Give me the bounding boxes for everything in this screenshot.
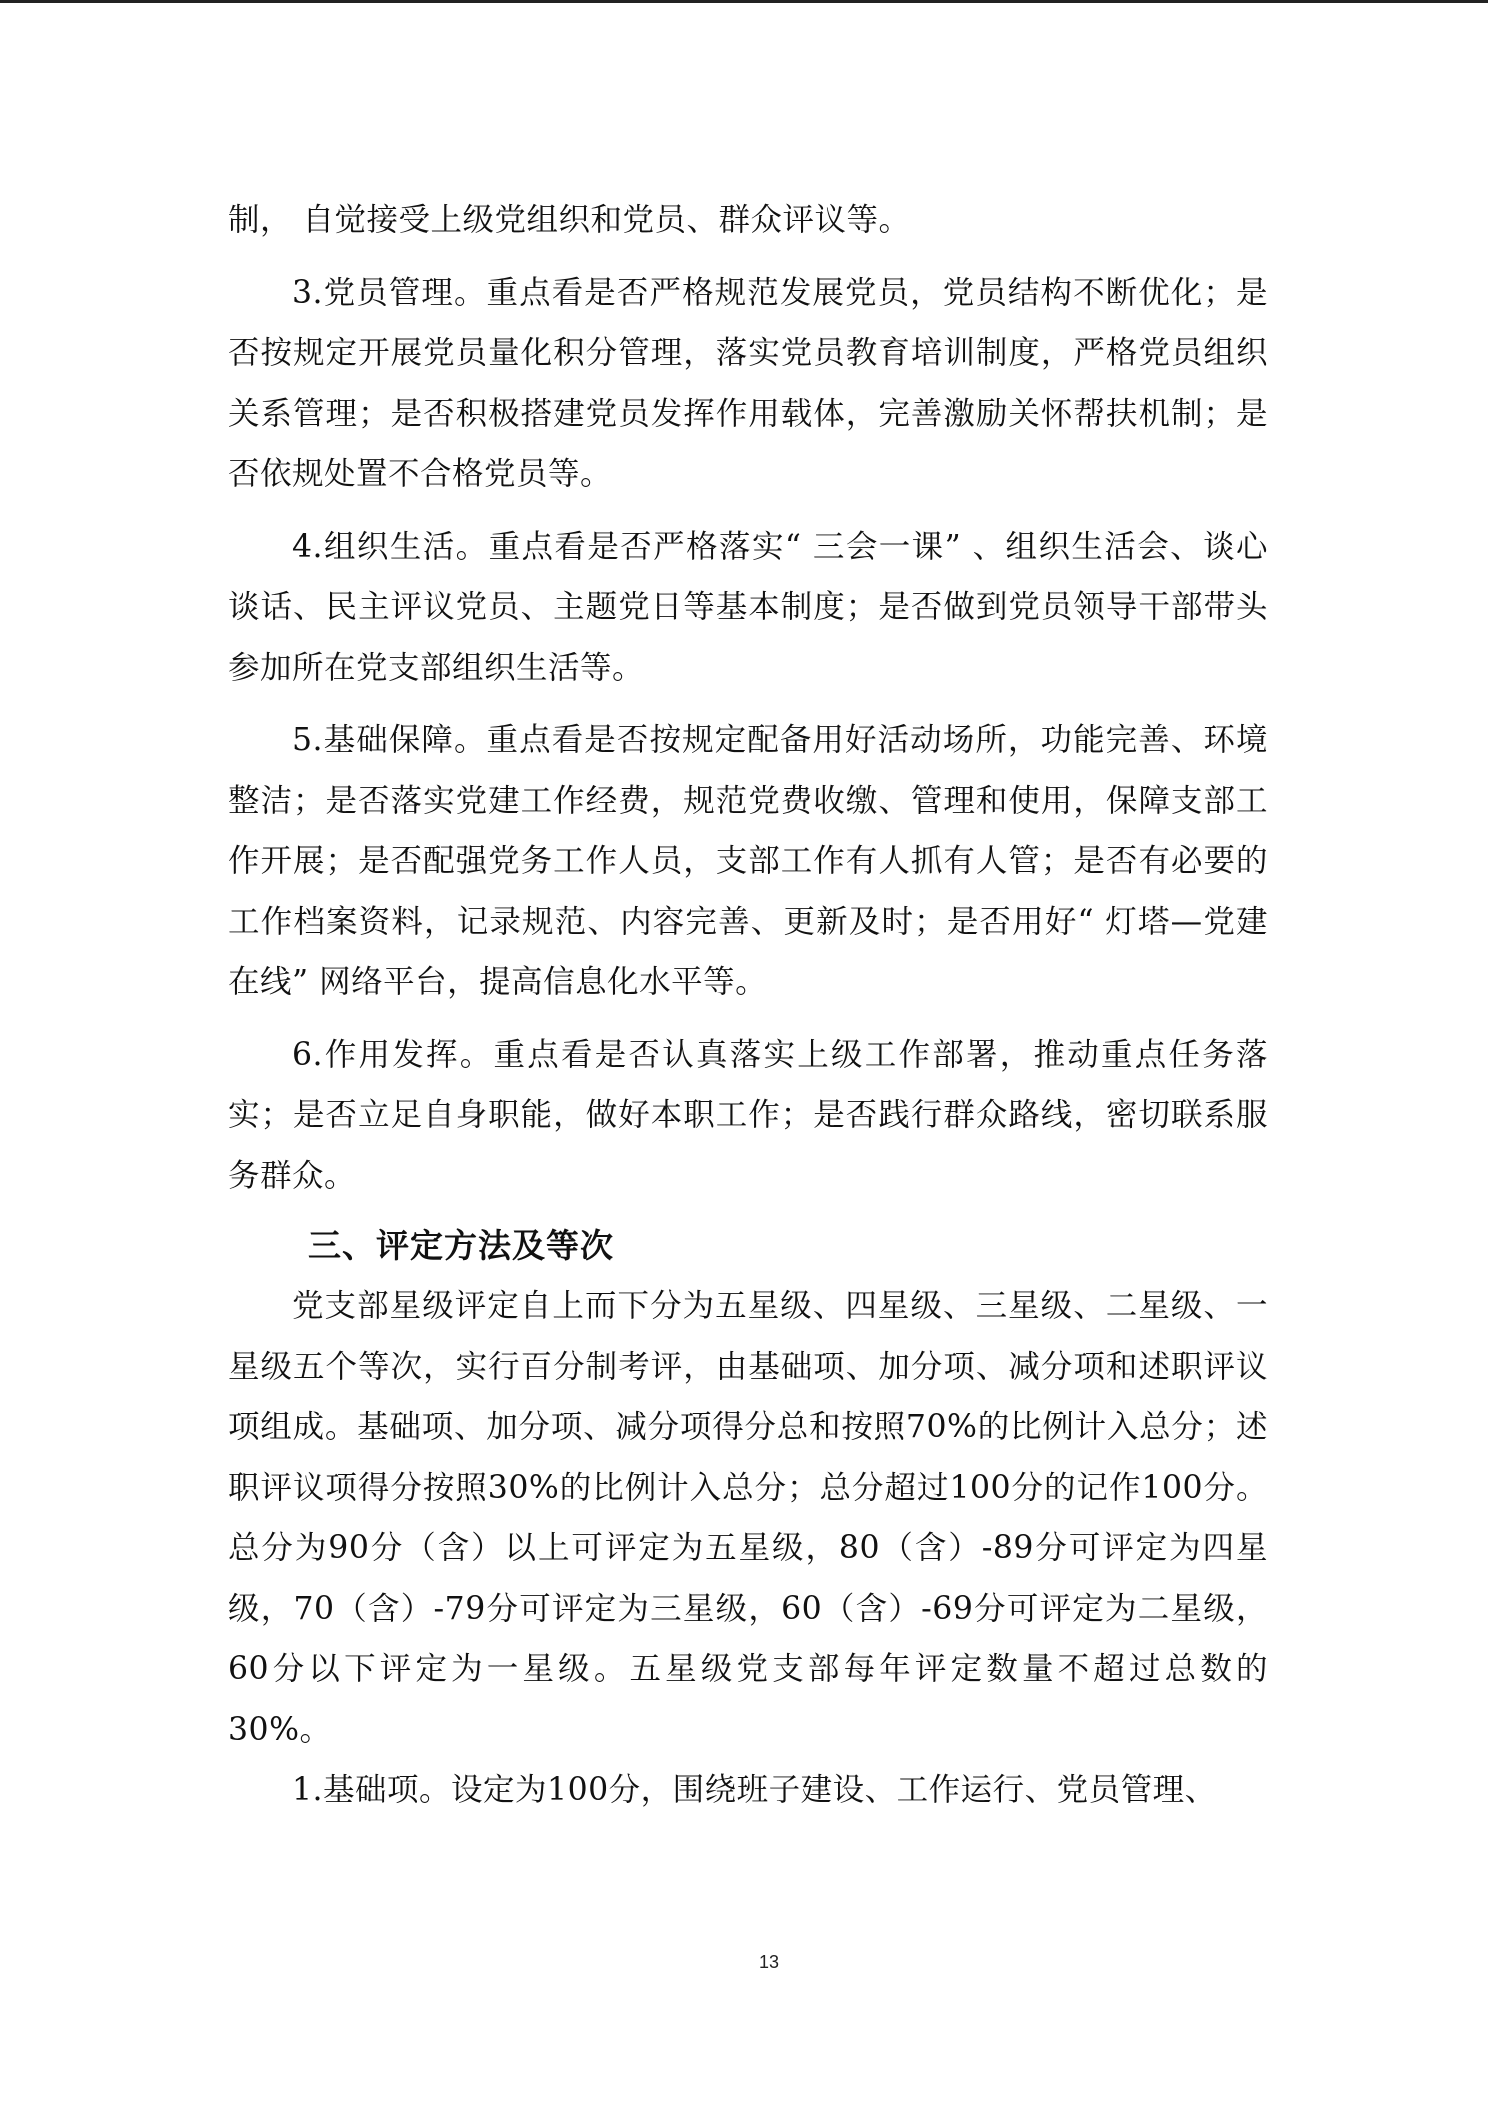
paragraph-role-play: 6.作用发挥。重点看是否认真落实上级工作部署，推动重点任务落实；是否立足自身职能，做好本职工作；是否践行群众路线，密切联系服务群众。: [228, 1036, 1268, 1194]
paragraph-continuation: 制， 自觉接受上级党组织和党员、群众评议等。: [228, 202, 911, 238]
paragraph-rating-method: 党支部星级评定自上而下分为五星级、四星级、三星级、二星级、一星级五个等次，实行百分制考评，由基础项、加分项、减分项和述职评议项组成。基础项、加分项、减分项得分总和按照70%的比例计入总分；述职评议项得分按照30%的比例计入总分；总分超过100分的记作100分。总分为90分（含）以上可评定为五星级，80（含）-89分可评定为四星级，70（含）-79分可评定为三星级，60（含）-69分可评定为二星级，60分以下评定为一星级。五星级党支部每年评定数量不超过总数的30%。: [228, 1288, 1268, 1748]
paragraph-basic-item: 1.基础项。设定为100分，围绕班子建设、工作运行、党员管理、: [292, 1772, 1217, 1808]
paragraph-basic-support: 5.基础保障。重点看是否按规定配备用好活动场所，功能完善、环境整洁；是否落实党建工作经费，规范党费收缴、管理和使用，保障支部工作开展；是否配强党务工作人员，支部工作有人抓有人管；是否有必要的工作档案资料，记录规范、内容完善、更新及时；是否用好“ 灯塔—党建在线” 网络平台，提高信息化水平等。: [228, 722, 1268, 1000]
page-number: 13: [758, 1952, 780, 1972]
section-heading: 三、评定方法及等次: [308, 1226, 614, 1265]
document-page: [228, 190, 1268, 1821]
paragraph-organization-life: 4.组织生活。重点看是否严格落实“ 三会一课” 、组织生活会、谈心谈话、民主评议党员、主题党日等基本制度；是否做到党员领导干部带头参加所在党支部组织生活等。: [228, 528, 1268, 686]
paragraph-member-management: 3.党员管理。重点看是否严格规范发展党员，党员结构不断优化；是否按规定开展党员量化积分管理，落实党员教育培训制度，严格党员组织关系管理；是否积极搭建党员发挥作用载体，完善激励关怀帮扶机制；是否依规处置不合格党员等。: [228, 274, 1268, 492]
page-top-border: [0, 0, 1488, 3]
